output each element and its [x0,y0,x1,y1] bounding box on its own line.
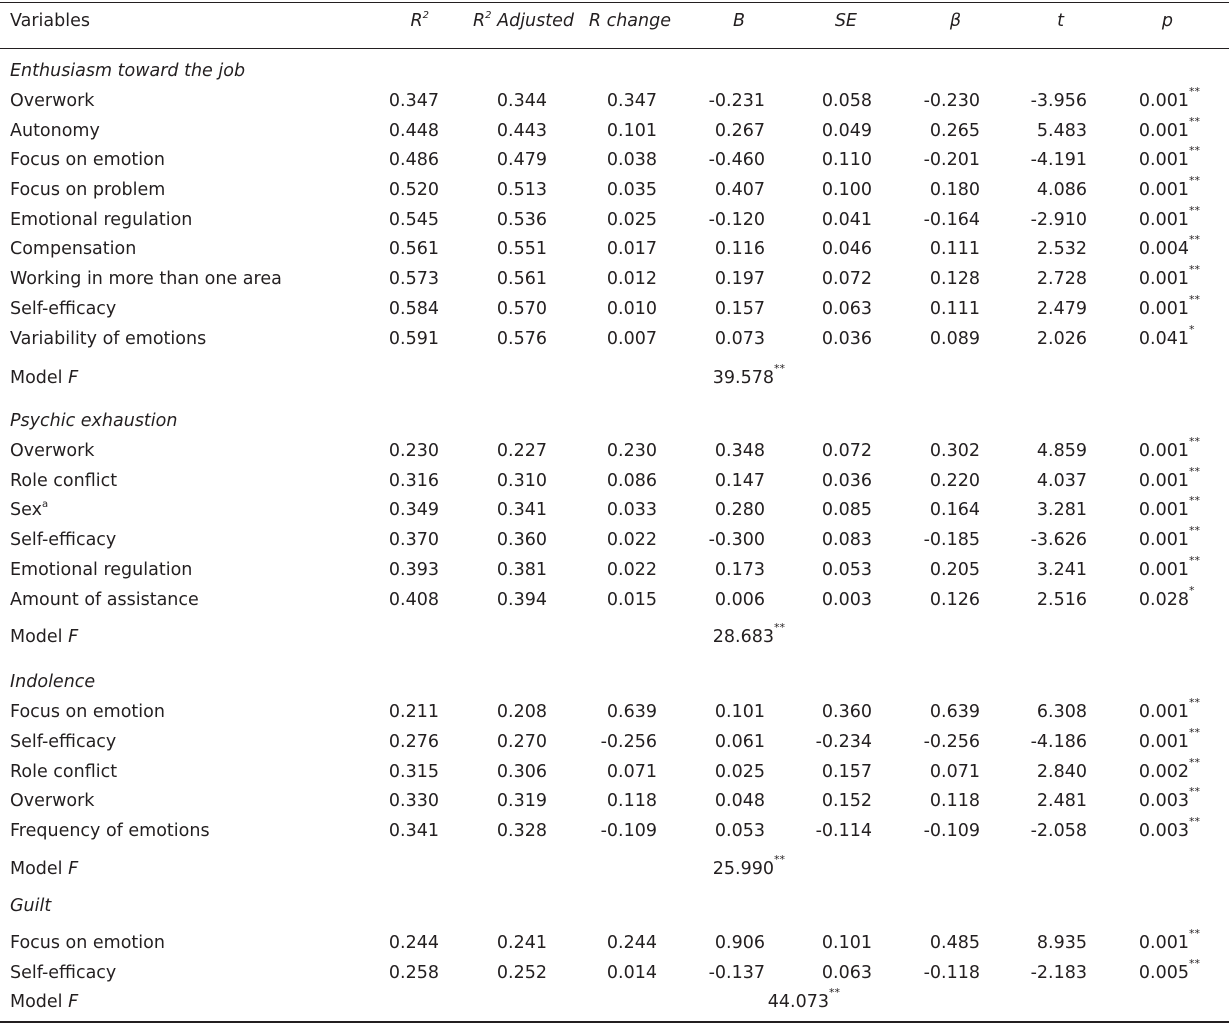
cell-r2: 0.330 [388,791,439,811]
cell-se: 0.360 [821,702,872,722]
cell-t: -3.626 [1030,530,1087,550]
model-f-value: 44.073 ** [767,986,840,1012]
cell-t: 2.026 [1036,329,1087,349]
cell-b: 0.348 [714,441,765,461]
variable-label: Focus on emotion [10,150,165,170]
cell-beta: 0.089 [929,329,980,349]
cell-t: -2.058 [1030,821,1087,841]
cell-r2-adjusted: 0.208 [496,702,547,722]
table-row [0,85,1229,113]
cell-se: 0.063 [821,299,872,319]
cell-se: -0.114 [815,821,872,841]
cell-r-change: 0.038 [606,150,657,170]
cell-b: 0.048 [714,791,765,811]
model-f-label: Model F [10,627,79,647]
cell-beta: 0.111 [929,299,980,319]
cell-t: 4.086 [1036,180,1087,200]
cell-r-change: 0.007 [606,329,657,349]
cell-p: 0.001 ** [1138,696,1200,722]
header-p: p [1161,11,1173,31]
significance-stars: ** [774,362,785,375]
table-row [0,144,1229,172]
table-row [0,204,1229,232]
cell-r2-adjusted: 0.551 [496,239,547,259]
variable-label: Overwork [10,91,95,111]
cell-beta: 0.071 [929,762,980,782]
cell-p: 0.001 ** [1138,174,1200,200]
table-row [0,696,1229,724]
cell-r-change: -0.109 [600,821,657,841]
cell-se: 0.157 [821,762,872,782]
header-r-change: R change [588,11,671,31]
significance-stars: ** [1189,494,1200,507]
cell-beta: -0.164 [923,210,980,230]
variable-label: Emotional regulation [10,210,193,230]
table-row [0,524,1229,552]
cell-beta: 0.220 [929,471,980,491]
table-row [0,554,1229,582]
cell-p: 0.028 * [1138,584,1195,610]
cell-r2: 0.486 [388,150,439,170]
cell-r-change: 0.230 [606,441,657,461]
cell-t: 3.241 [1036,560,1087,580]
cell-t: 8.935 [1036,933,1087,953]
variable-label: Overwork [10,441,95,461]
table-row [0,957,1229,985]
cell-t: -4.186 [1030,732,1087,752]
footnote-marker: a [41,499,49,511]
cell-b: 0.006 [714,590,765,610]
cell-se: 0.053 [821,560,872,580]
variable-label: Self-efficacy [10,963,117,983]
variable-label: Self-efficacy [10,732,117,752]
significance-stars: ** [1189,696,1200,709]
cell-r2: 0.230 [388,441,439,461]
variable-label: Role conflict [10,471,118,491]
cell-se: 0.046 [821,239,872,259]
cell-r2-adjusted: 0.576 [496,329,547,349]
cell-r2-adjusted: 0.513 [496,180,547,200]
cell-beta: 0.302 [929,441,980,461]
significance-stars: ** [1189,957,1200,970]
cell-p: 0.001 ** [1138,554,1200,580]
cell-se: 0.083 [821,530,872,550]
cell-b: -0.137 [708,963,765,983]
cell-r2-adjusted: 0.381 [496,560,547,580]
cell-b: 0.157 [714,299,765,319]
cell-r2: 0.211 [388,702,439,722]
significance-stars: * [1189,584,1195,597]
cell-beta: -0.118 [923,963,980,983]
section-title: Guilt [10,896,52,916]
cell-p: 0.001 ** [1138,115,1200,141]
cell-p: 0.001 ** [1138,494,1200,520]
cell-beta: 0.126 [929,590,980,610]
header-r2-adjusted: $R^2$ Adjusted [473,10,574,31]
cell-r-change: 0.035 [606,180,657,200]
cell-r2: 0.448 [388,121,439,141]
significance-stars: ** [1189,204,1200,217]
cell-beta: 0.128 [929,269,980,289]
cell-beta: 0.118 [929,791,980,811]
cell-b: 0.407 [714,180,765,200]
variable-label: Self-efficacy [10,530,117,550]
significance-stars: ** [1189,554,1200,567]
variable-label: Focus on emotion [10,702,165,722]
cell-t: 4.037 [1036,471,1087,491]
cell-se: -0.234 [815,732,872,752]
cell-se: 0.152 [821,791,872,811]
cell-se: 0.036 [821,471,872,491]
cell-se: 0.101 [821,933,872,953]
cell-r-change: 0.014 [606,963,657,983]
model-f-label: Model F [10,859,79,879]
cell-r-change: 0.244 [606,933,657,953]
variable-label: Sex$^a$ [10,499,49,520]
cell-se: 0.058 [821,91,872,111]
cell-r-change: 0.118 [606,791,657,811]
significance-stars: ** [1189,233,1200,246]
cell-b: -0.460 [708,150,765,170]
cell-se: 0.003 [821,590,872,610]
cell-t: 2.516 [1036,590,1087,610]
table-row [0,815,1229,843]
cell-t: 2.479 [1036,299,1087,319]
cell-beta: 0.485 [929,933,980,953]
section-title: Enthusiasm toward the job [10,61,246,81]
table-row [0,756,1229,784]
cell-b: 0.173 [714,560,765,580]
variable-label: Working in more than one area [10,269,282,289]
significance-stars: ** [1189,524,1200,537]
table-row [0,494,1229,522]
cell-b: -0.300 [708,530,765,550]
cell-r-change: 0.022 [606,530,657,550]
table-row [0,293,1229,321]
cell-b: 0.147 [714,471,765,491]
cell-r-change: -0.256 [600,732,657,752]
cell-se: 0.110 [821,150,872,170]
significance-stars: ** [1189,785,1200,798]
cell-r2: 0.316 [388,471,439,491]
cell-p: 0.001 ** [1138,204,1200,230]
variable-label: Role conflict [10,762,118,782]
cell-r2-adjusted: 0.443 [496,121,547,141]
cell-se: 0.036 [821,329,872,349]
table-row [0,233,1229,261]
cell-r-change: 0.033 [606,500,657,520]
cell-r2: 0.591 [388,329,439,349]
model-f-value: 28.683 ** [712,621,785,647]
significance-stars: ** [1189,927,1200,940]
cell-r2: 0.349 [388,500,439,520]
cell-b: 0.101 [714,702,765,722]
significance-stars: ** [1189,174,1200,187]
variable-label: Frequency of emotions [10,821,210,841]
cell-r-change: 0.025 [606,210,657,230]
cell-r-change: 0.012 [606,269,657,289]
table-row [0,435,1229,463]
cell-r-change: 0.015 [606,590,657,610]
cell-beta: 0.111 [929,239,980,259]
model-f-value: 39.578 ** [712,362,785,388]
section-title: Psychic exhaustion [10,411,178,431]
cell-t: 6.308 [1036,702,1087,722]
cell-beta: 0.164 [929,500,980,520]
cell-beta: 0.639 [929,702,980,722]
cell-r2-adjusted: 0.241 [496,933,547,953]
cell-b: 0.906 [714,933,765,953]
cell-p: 0.001 ** [1138,144,1200,170]
cell-p: 0.001 ** [1138,726,1200,752]
cell-t: -4.191 [1030,150,1087,170]
cell-r-change: 0.010 [606,299,657,319]
cell-r2-adjusted: 0.479 [496,150,547,170]
significance-stars: ** [1189,263,1200,276]
cell-se: 0.063 [821,963,872,983]
cell-t: 2.840 [1036,762,1087,782]
cell-beta: 0.265 [929,121,980,141]
cell-p: 0.001 ** [1138,263,1200,289]
table-row [0,927,1229,955]
cell-r2-adjusted: 0.227 [496,441,547,461]
cell-p: 0.005 ** [1138,957,1200,983]
cell-r2-adjusted: 0.328 [496,821,547,841]
table-bottom-rule [0,1021,1229,1023]
cell-p: 0.002 ** [1138,756,1200,782]
cell-b: 0.061 [714,732,765,752]
cell-r2: 0.370 [388,530,439,550]
cell-r2: 0.561 [388,239,439,259]
cell-b: 0.197 [714,269,765,289]
header-beta: β [949,11,961,31]
significance-stars: ** [1189,293,1200,306]
cell-se: 0.100 [821,180,872,200]
header-b: B [732,11,745,31]
cell-p: 0.003 ** [1138,815,1200,841]
cell-r2-adjusted: 0.270 [496,732,547,752]
cell-r-change: 0.071 [606,762,657,782]
cell-p: 0.001 ** [1138,927,1200,953]
cell-r2-adjusted: 0.306 [496,762,547,782]
cell-beta: 0.205 [929,560,980,580]
variable-label: Emotional regulation [10,560,193,580]
table-row [0,584,1229,612]
cell-r2-adjusted: 0.252 [496,963,547,983]
header-se: SE [834,11,857,31]
cell-r-change: 0.086 [606,471,657,491]
cell-p: 0.001 ** [1138,465,1200,491]
cell-r-change: 0.022 [606,560,657,580]
table-top-rule [0,2,1229,3]
cell-r2: 0.393 [388,560,439,580]
cell-r2: 0.341 [388,821,439,841]
table-row [0,465,1229,493]
significance-stars: ** [829,986,840,999]
cell-r2: 0.408 [388,590,439,610]
header-t: t [1057,11,1064,31]
significance-stars: ** [1189,144,1200,157]
cell-se: 0.072 [821,441,872,461]
header-variables: Variables [10,11,90,31]
cell-r2: 0.545 [388,210,439,230]
cell-beta: -0.185 [923,530,980,550]
significance-stars: ** [1189,115,1200,128]
cell-p: 0.004 ** [1138,233,1200,259]
cell-r-change: 0.639 [606,702,657,722]
table-row [0,115,1229,143]
cell-se: 0.041 [821,210,872,230]
model-f-label: Model F [10,368,79,388]
cell-r-change: 0.017 [606,239,657,259]
variable-label: Focus on emotion [10,933,165,953]
cell-p: 0.001 ** [1138,293,1200,319]
cell-r2: 0.244 [388,933,439,953]
cell-p: 0.001 ** [1138,85,1200,111]
cell-r2-adjusted: 0.310 [496,471,547,491]
cell-t: 2.728 [1036,269,1087,289]
variable-label: Autonomy [10,121,100,141]
cell-r2: 0.584 [388,299,439,319]
cell-se: 0.085 [821,500,872,520]
cell-t: -3.956 [1030,91,1087,111]
cell-r2: 0.520 [388,180,439,200]
cell-beta: -0.201 [923,150,980,170]
model-f-value: 25.990 ** [712,853,785,879]
variable-label: Focus on problem [10,180,166,200]
variable-label: Variability of emotions [10,329,207,349]
cell-r2-adjusted: 0.341 [496,500,547,520]
cell-t: 5.483 [1036,121,1087,141]
cell-r2: 0.258 [388,963,439,983]
cell-t: -2.183 [1030,963,1087,983]
cell-b: 0.116 [714,239,765,259]
significance-stars: ** [1189,435,1200,448]
cell-r2-adjusted: 0.360 [496,530,547,550]
variable-label: Overwork [10,791,95,811]
header-r2: $R^2$ [410,10,429,31]
variable-label: Compensation [10,239,137,259]
cell-se: 0.072 [821,269,872,289]
significance-stars: ** [1189,85,1200,98]
cell-b: 0.025 [714,762,765,782]
cell-beta: 0.180 [929,180,980,200]
significance-stars: * [1189,323,1195,336]
cell-r2-adjusted: 0.344 [496,91,547,111]
significance-stars: ** [774,853,785,866]
cell-beta: -0.109 [923,821,980,841]
cell-p: 0.001 ** [1138,524,1200,550]
cell-t: 3.281 [1036,500,1087,520]
cell-t: 4.859 [1036,441,1087,461]
cell-beta: -0.256 [923,732,980,752]
cell-r2-adjusted: 0.561 [496,269,547,289]
cell-p: 0.041 * [1138,323,1195,349]
cell-se: 0.049 [821,121,872,141]
cell-r2: 0.573 [388,269,439,289]
cell-b: -0.120 [708,210,765,230]
cell-b: -0.231 [708,91,765,111]
section-title: Indolence [10,672,96,692]
significance-stars: ** [774,621,785,634]
cell-b: 0.073 [714,329,765,349]
header-rule [0,48,1229,49]
table-row [0,726,1229,754]
cell-b: 0.053 [714,821,765,841]
cell-t: 2.481 [1036,791,1087,811]
table-row [0,323,1229,351]
cell-p: 0.001 ** [1138,435,1200,461]
variable-label: Amount of assistance [10,590,199,610]
cell-p: 0.003 ** [1138,785,1200,811]
table-row [0,174,1229,202]
cell-r2: 0.347 [388,91,439,111]
cell-b: 0.267 [714,121,765,141]
significance-stars: ** [1189,815,1200,828]
variable-label: Self-efficacy [10,299,117,319]
cell-b: 0.280 [714,500,765,520]
table-row [0,263,1229,291]
cell-r2-adjusted: 0.570 [496,299,547,319]
significance-stars: ** [1189,726,1200,739]
cell-r2-adjusted: 0.394 [496,590,547,610]
cell-r2: 0.315 [388,762,439,782]
significance-stars: ** [1189,756,1200,769]
cell-beta: -0.230 [923,91,980,111]
cell-r2-adjusted: 0.536 [496,210,547,230]
cell-t: 2.532 [1036,239,1087,259]
cell-r2-adjusted: 0.319 [496,791,547,811]
model-f-label: Model F [10,992,79,1012]
cell-r-change: 0.347 [606,91,657,111]
table-row [0,785,1229,813]
cell-r-change: 0.101 [606,121,657,141]
significance-stars: ** [1189,465,1200,478]
cell-t: -2.910 [1030,210,1087,230]
cell-r2: 0.276 [388,732,439,752]
